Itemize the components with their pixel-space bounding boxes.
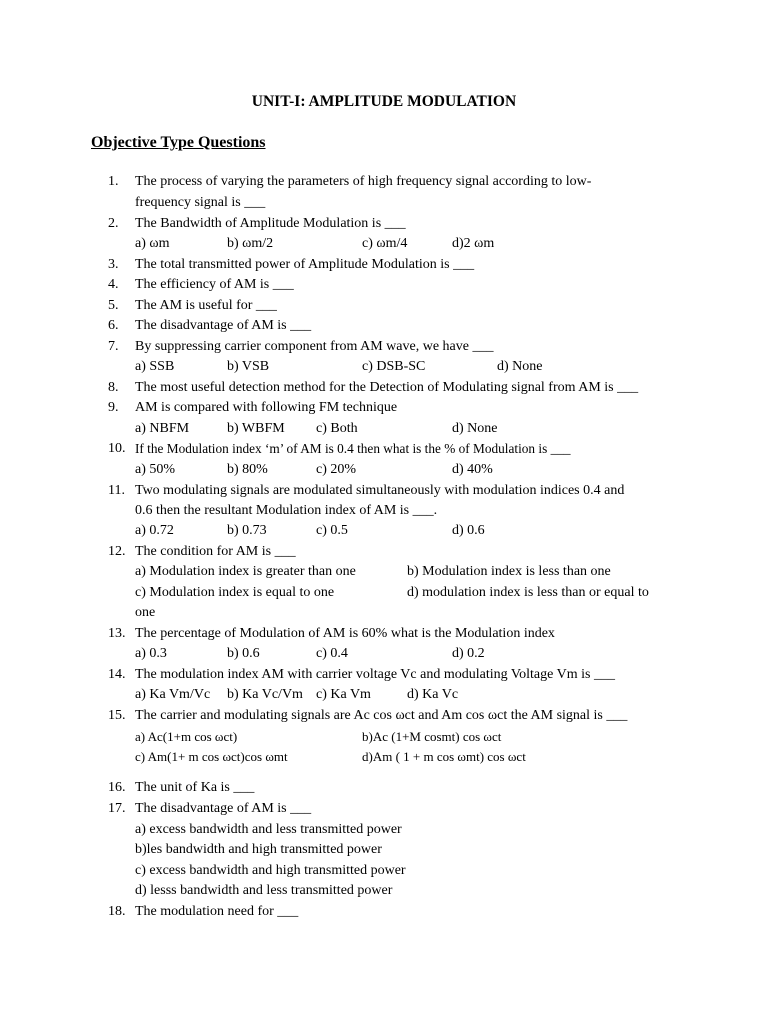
question-text-cont: 0.6 then the resultant Modulation index of AM is ___. <box>135 503 438 518</box>
option-c: c) excess bandwidth and high transmitted power <box>135 863 406 878</box>
question-text: If the Modulation index ‘m’ of AM is 0.4 then what is the % of Modulation is ___ <box>135 441 571 456</box>
question-text: The percentage of Modulation of AM is 60% what is the Modulation index <box>135 626 555 641</box>
option-b: b) 0.73 <box>227 523 267 538</box>
option-d: d) 40% <box>452 462 493 477</box>
question-number: 16. <box>108 780 126 795</box>
option-d-cont: one <box>135 605 156 620</box>
option-d: d) 0.6 <box>452 523 485 538</box>
question-number: 8. <box>108 380 119 395</box>
question-number: 4. <box>108 277 119 292</box>
option-b: b) Ka Vc/Vm <box>227 687 303 702</box>
option-b: b) Modulation index is less than one <box>407 564 611 579</box>
question-text: The most useful detection method for the Detection of Modulating signal from AM is ___ <box>135 380 639 395</box>
option-b: b) 0.6 <box>227 646 260 661</box>
page-title: UNIT-I: AMPLITUDE MODULATION <box>251 93 517 110</box>
option-c: c) Ka Vm <box>316 687 371 702</box>
question-text: The disadvantage of AM is ___ <box>135 318 312 333</box>
option-a: a) Ka Vm/Vc <box>135 687 211 702</box>
option-d: d)Am ( 1 + m cos ωmt) cos ωct <box>362 749 526 764</box>
question-number: 10. <box>108 441 126 456</box>
question-text: The unit of Ka is ___ <box>135 780 255 795</box>
option-b: b) VSB <box>227 359 270 374</box>
question-number: 13. <box>108 626 126 641</box>
option-c: c) Modulation index is equal to one <box>135 585 335 600</box>
question-number: 9. <box>108 400 119 415</box>
option-a: a) 0.72 <box>135 523 174 538</box>
option-d: d) None <box>497 359 543 374</box>
option-c: c) Both <box>316 421 358 436</box>
question-number: 12. <box>108 544 126 559</box>
option-a: a) SSB <box>135 359 175 374</box>
option-b: b) ωm/2 <box>227 236 274 251</box>
question-number: 14. <box>108 667 126 682</box>
question-text: AM is compared with following FM technique <box>135 400 398 415</box>
question-text: The modulation need for ___ <box>135 904 299 919</box>
option-d: d) lesss bandwidth and less transmitted power <box>135 883 393 898</box>
question-number: 7. <box>108 339 119 354</box>
question-text-cont: frequency signal is ___ <box>135 195 266 210</box>
option-a: a) ωm <box>135 236 170 251</box>
question-text: The AM is useful for ___ <box>135 298 277 313</box>
question-text: The carrier and modulating signals are Ac cos ωct and Am cos ωct the AM signal is ___ <box>135 708 628 723</box>
option-c: c) 20% <box>316 462 357 477</box>
option-a: a) NBFM <box>135 421 190 436</box>
option-b: b) WBFM <box>227 421 285 436</box>
option-b: b) 80% <box>227 462 268 477</box>
question-number: 2. <box>108 216 119 231</box>
option-a: a) Modulation index is greater than one <box>135 564 356 579</box>
option-a: a) Ac(1+m cos ωct) <box>135 729 238 744</box>
option-c: c) ωm/4 <box>362 236 408 251</box>
option-d: d) None <box>452 421 498 436</box>
question-text: The condition for AM is ___ <box>135 544 296 559</box>
question-number: 11. <box>108 483 125 498</box>
question-text: By suppressing carrier component from AM wave, we have ___ <box>135 339 494 354</box>
option-b: b)les bandwidth and high transmitted power <box>135 842 382 857</box>
question-text: The Bandwidth of Amplitude Modulation is ___ <box>135 216 406 231</box>
question-number: 17. <box>108 801 126 816</box>
question-text: The modulation index AM with carrier voltage Vc and modulating Voltage Vm is ___ <box>135 667 615 682</box>
question-number: 3. <box>108 257 119 272</box>
option-a: a) 0.3 <box>135 646 167 661</box>
question-number: 15. <box>108 708 126 723</box>
option-d: d) modulation index is less than or equal to <box>407 585 649 600</box>
question-text: The process of varying the parameters of high frequency signal according to low- <box>135 174 592 189</box>
option-d: d) Ka Vc <box>407 687 459 702</box>
question-text: The efficiency of AM is ___ <box>135 277 294 292</box>
question-number: 18. <box>108 904 126 919</box>
option-a: a) excess bandwidth and less transmitted power <box>135 822 402 837</box>
question-text: The disadvantage of AM is ___ <box>135 801 312 816</box>
option-a: a) 50% <box>135 462 176 477</box>
option-c: c) DSB-SC <box>362 359 426 374</box>
option-d: d) 0.2 <box>452 646 485 661</box>
question-number: 6. <box>108 318 119 333</box>
option-d: d)2 ωm <box>452 236 495 251</box>
question-text: The total transmitted power of Amplitude Modulation is ___ <box>135 257 475 272</box>
section-heading: Objective Type Questions <box>91 134 266 151</box>
option-c: c) 0.4 <box>316 646 348 661</box>
option-c: c) 0.5 <box>316 523 348 538</box>
question-number: 5. <box>108 298 119 313</box>
option-b: b)Ac (1+M cosmt) cos ωct <box>362 729 502 744</box>
question-number: 1. <box>108 174 119 189</box>
question-text: Two modulating signals are modulated simultaneously with modulation indices 0.4 and <box>135 483 625 498</box>
option-c: c) Am(1+ m cos ωct)cos ωmt <box>135 749 288 764</box>
